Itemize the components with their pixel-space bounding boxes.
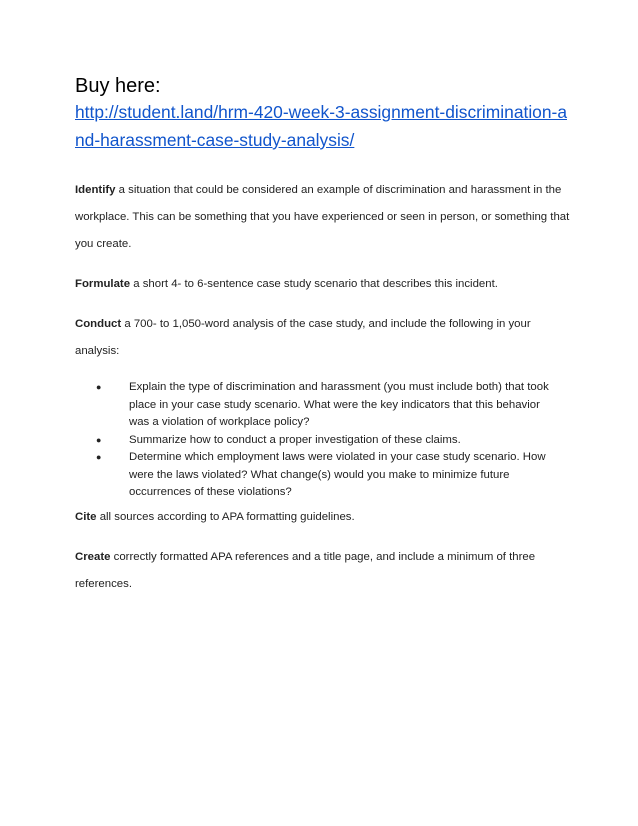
formulate-paragraph [75, 271, 575, 298]
identify-paragraph [75, 177, 575, 258]
create-paragraph [75, 544, 575, 598]
analysis-bullet-list [83, 379, 563, 502]
buy-here-heading: Buy here: [75, 75, 161, 97]
cite-text: all sources according to APA formatting guidelines. [96, 511, 355, 523]
create-text: correctly formatted APA references and a title page, and include a minimum of three references. [75, 551, 536, 590]
identify-lead: Identify [75, 184, 116, 196]
cite-paragraph [75, 504, 575, 531]
list-item [83, 449, 563, 502]
product-link[interactable]: http://student.land/hrm-420-week-3-assignment-discrimination-and-harassment-case-study-analysis/ [75, 102, 567, 150]
formulate-text: a short 4- to 6-sentence case study scenario that describes this incident. [130, 278, 498, 290]
identify-text: a situation that could be considered an example of discrimination and harassment in the workplace. This can be something that you have experienced or seen in person, or something that you create. [75, 184, 570, 250]
conduct-text: a 700- to 1,050-word analysis of the case study, and include the following in your analysis: [75, 318, 531, 357]
formulate-lead: Formulate [75, 278, 131, 290]
cite-lead: Cite [75, 511, 97, 523]
create-lead: Create [75, 551, 111, 563]
list-item [83, 432, 563, 450]
bullet-icon: ● [96, 452, 102, 462]
conduct-paragraph [75, 311, 575, 365]
list-item [83, 379, 563, 432]
bullet-icon: ● [96, 382, 102, 392]
bullet-text: Summarize how to conduct a proper investigation of these claims. [129, 433, 461, 446]
bullet-text: Determine which employment laws were violated in your case study scenario. How were the laws violated? What change(s) would you make to minimize future occurrences of these violations? [129, 451, 546, 498]
bullet-text: Explain the type of discrimination and harassment (you must include both) that took place in your case study scenario. What were the key indicators that this behavior was a violation of workplace policy? [129, 381, 549, 428]
bullet-icon: ● [96, 434, 102, 445]
conduct-lead: Conduct [75, 318, 122, 330]
